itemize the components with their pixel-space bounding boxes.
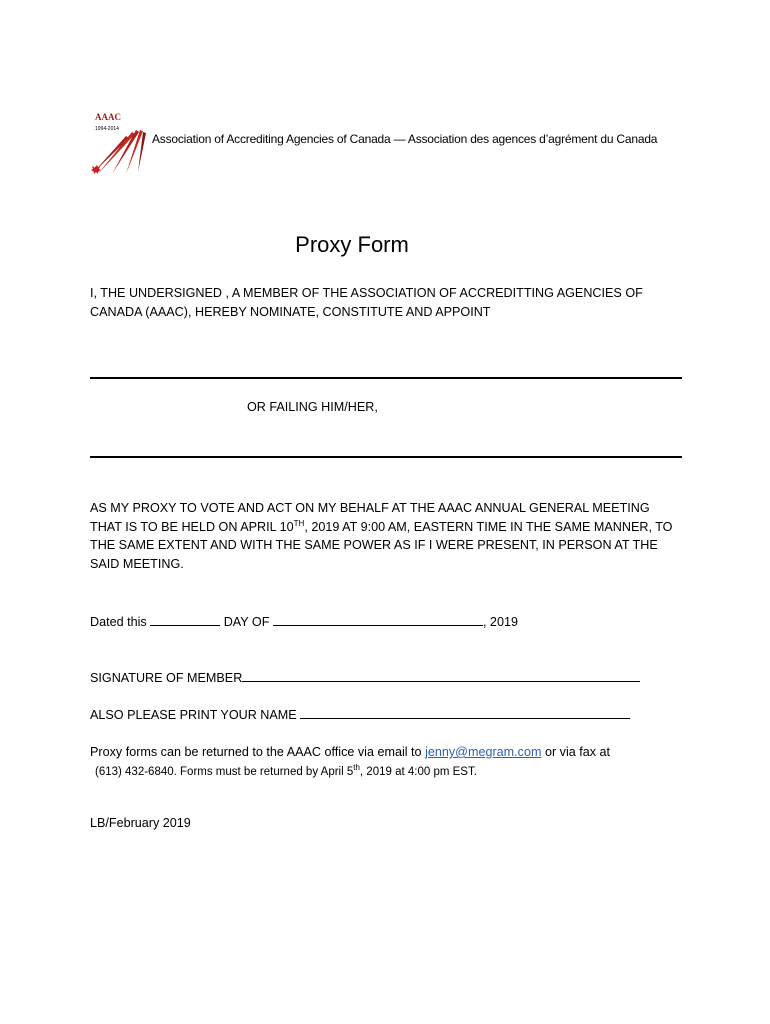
- day-of-label: DAY OF: [223, 615, 270, 629]
- logo-text: AAAC: [95, 112, 121, 122]
- day-blank[interactable]: [150, 613, 220, 626]
- month-blank[interactable]: [273, 613, 483, 626]
- print-name-label: ALSO PLEASE PRINT YOUR NAME: [90, 708, 297, 722]
- dated-line: [90, 613, 518, 629]
- return-text-d: , 2019 at 4:00 pm EST.: [359, 766, 477, 778]
- logo-years: 1994-2014: [95, 126, 119, 132]
- organization-name: Association of Accrediting Agencies of Canada — Association des agences d’agrément du Canada: [152, 132, 658, 146]
- return-superscript: th: [353, 763, 360, 773]
- return-text-a: Proxy forms can be returned to the AAAC office via email to: [90, 745, 422, 759]
- return-text-b: or via fax at: [544, 745, 611, 759]
- print-name-blank[interactable]: [300, 706, 630, 719]
- proxy-name-line[interactable]: [90, 377, 682, 379]
- proxy-text-a: AS MY PROXY TO VOTE AND ACT ON MY BEHALF AT THE AAAC ANNUAL GENERAL MEETING THAT IS TO BE HELD ON APRIL 10: [90, 501, 650, 534]
- proxy-paragraph: [90, 499, 680, 573]
- signature-label: SIGNATURE OF MEMBER: [90, 671, 243, 685]
- email-link[interactable]: jenny@megram.com: [425, 745, 542, 759]
- form-title: Proxy Form: [295, 232, 409, 257]
- dated-label: Dated this: [90, 615, 147, 629]
- return-instructions-line1: [90, 745, 610, 759]
- footer-reference: LB/February 2019: [90, 816, 191, 830]
- return-text-c: (613) 432-6840. Forms must be returned by April 5: [95, 766, 354, 778]
- alternate-proxy-line[interactable]: [90, 456, 682, 458]
- failing-text: OR FAILING HIM/HER,: [247, 400, 378, 414]
- proxy-superscript: TH: [293, 518, 305, 528]
- intro-paragraph: I, THE UNDERSIGNED , A MEMBER OF THE ASSOCIATION OF ACCREDITTING AGENCIES OF CANADA (AAAC), HEREBY NOMINATE, CONSTITUTE AND APPOINT: [90, 286, 643, 319]
- return-instructions-line2: [95, 763, 477, 778]
- signature-line: [90, 669, 640, 685]
- proxy-text-b: , 2019 AT 9:00 AM, EASTERN TIME IN THE SAME MANNER, TO THE SAME EXTENT AND WITH THE SAME POWER AS IF I WERE PRESENT, IN PERSON AT THE SAID MEETING.: [90, 519, 673, 571]
- print-name-line: [90, 706, 630, 722]
- year-text: , 2019: [482, 615, 518, 629]
- signature-blank[interactable]: [242, 669, 640, 682]
